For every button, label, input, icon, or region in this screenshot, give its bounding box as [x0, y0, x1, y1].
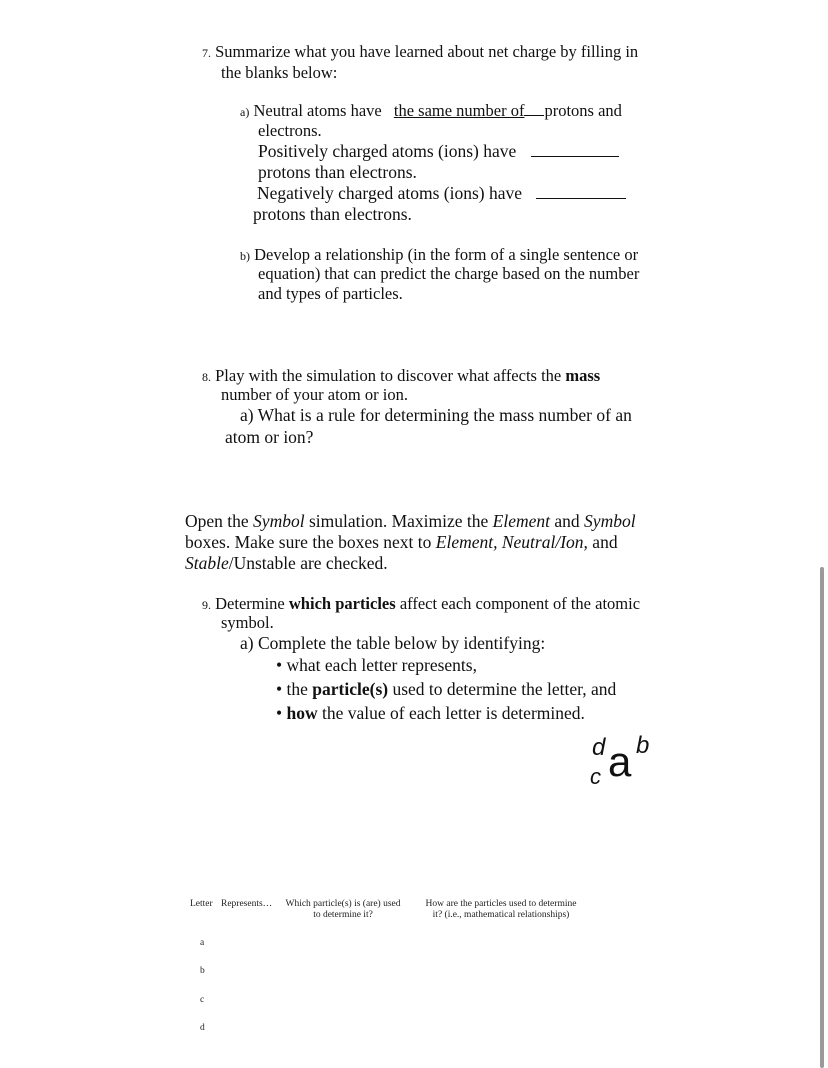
- q8-number: 8.: [202, 370, 211, 384]
- q7-negative-line2: protons than electrons.: [253, 204, 412, 224]
- q9-bullet-3: • how the value of each letter is determined.: [276, 703, 585, 723]
- symbol-a: a: [608, 738, 632, 785]
- q7a-label: a): [240, 105, 250, 119]
- negative-blank[interactable]: [536, 183, 626, 199]
- q8-line2: number of your atom or ion.: [221, 385, 408, 404]
- symbol-c: c: [590, 764, 601, 789]
- table-row-d: d: [200, 1023, 205, 1033]
- q7-number: 7.: [202, 46, 211, 60]
- q9a-line: a) Complete the table below by identifying:: [240, 633, 546, 653]
- table-row-a: a: [200, 938, 205, 948]
- q7a-line1: a) Neutral atoms have the same number of protons and: [240, 101, 622, 120]
- q9-bullet-1: • what each letter represents,: [276, 655, 477, 675]
- table-header-how: How are the particles used to determine it? (i.e., mathematical relationships): [425, 899, 577, 920]
- q7-positive-line2: protons than electrons.: [258, 162, 417, 182]
- q9-number: 9.: [202, 598, 211, 612]
- q9-bullet-2: • the particle(s) used to determine the letter, and: [276, 679, 617, 699]
- q8a-line1: a) What is a rule for determining the mass number of an: [240, 405, 632, 425]
- intro-line2: boxes. Make sure the boxes next to Element, Neutral/Ion, and: [185, 532, 618, 552]
- vertical-scrollbar[interactable]: [820, 567, 824, 1068]
- table-header-particles: Which particle(s) is (are) used to determine it?: [285, 899, 401, 920]
- q8-line1: 8. Play with the simulation to discover what affects the mass: [202, 366, 601, 385]
- q7b-line1: b) Develop a relationship (in the form of a single sentence or: [240, 245, 639, 264]
- q7b-line3: and types of particles.: [258, 284, 403, 303]
- table-header-represents: Represents…: [221, 899, 273, 909]
- intro-line1: Open the Symbol simulation. Maximize the Element and Symbol: [185, 511, 636, 531]
- table-row-c: c: [200, 995, 205, 1005]
- q7-positive-line1: Positively charged atoms (ions) have: [258, 141, 619, 162]
- intro-line3: Stable/Unstable are checked.: [185, 553, 388, 573]
- q9-line1: 9. Determine which particles affect each component of the atomic: [202, 594, 641, 613]
- table-row-b: b: [200, 966, 205, 976]
- symbol-d: d: [592, 734, 606, 761]
- q7a-line2: electrons.: [258, 121, 322, 140]
- symbol-b: b: [636, 732, 650, 759]
- q9-line2: symbol.: [221, 613, 274, 632]
- q7b-line2: equation) that can predict the charge based on the number: [258, 264, 640, 283]
- q7-line2: the blanks below:: [221, 63, 338, 82]
- q7-negative-line1: Negatively charged atoms (ions) have: [257, 183, 626, 204]
- positive-blank[interactable]: [531, 141, 619, 157]
- atomic-symbol: [586, 734, 666, 794]
- q7a-answer: the same number of: [393, 101, 525, 120]
- table-header-letter: Letter: [190, 899, 213, 909]
- q7b-label: b): [240, 249, 250, 263]
- q7-line1: 7. Summarize what you have learned about net charge by filling in: [202, 42, 639, 61]
- q8a-line2: atom or ion?: [225, 427, 314, 447]
